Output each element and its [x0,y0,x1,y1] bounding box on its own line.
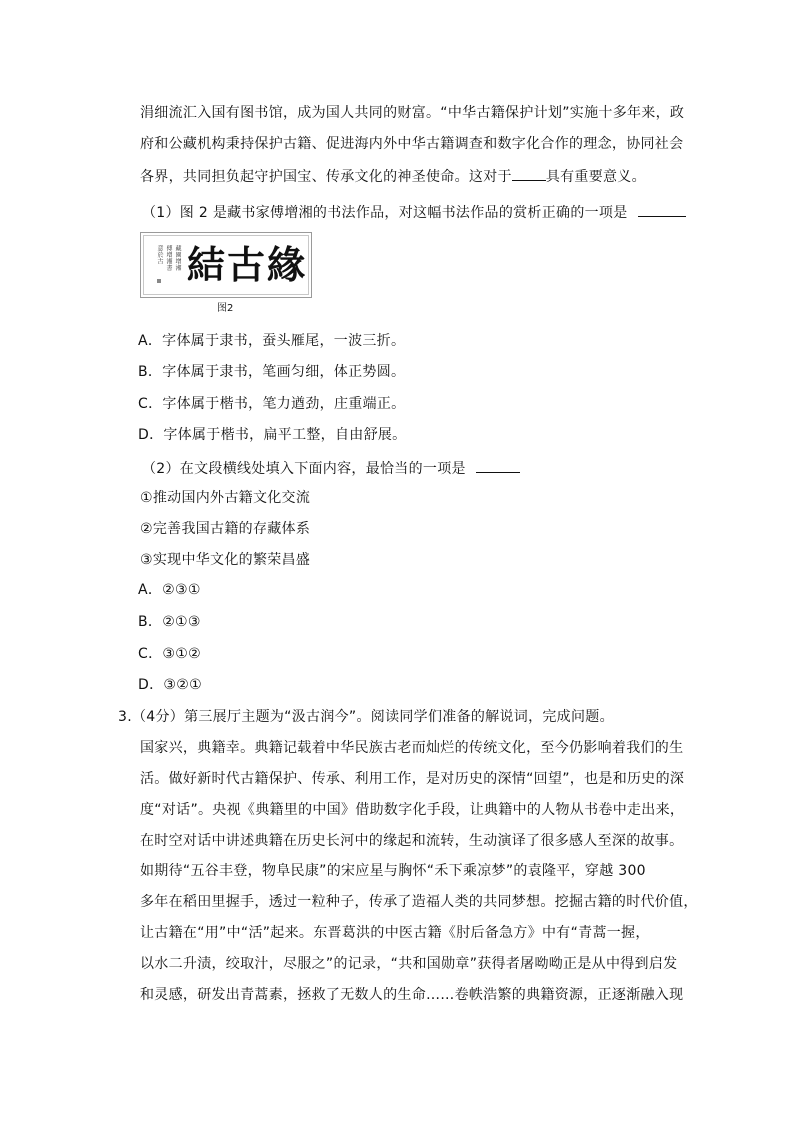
passage-line: 多年在稻田里握手，透过一粒种子，传承了造福人类的共同梦想。挖掘古籍的时代价值， [140,894,698,910]
passage-text: 各界，共同担负起守护国宝、传承文化的神圣使命。这对于 [140,169,512,185]
option-c: C．字体属于楷书，笔力遒劲，庄重端正。 [138,396,406,412]
option-b: B．字体属于隶书，笔画匀细，体正势圆。 [138,364,406,380]
passage-line: 活。做好新时代古籍保护、传承、利用工作，是对历史的深情“回望”，也是和历史的深 [140,771,685,787]
answer-blank [476,458,520,473]
question-stem: 3.（4分）第三展厅主题为“汲古润今”。阅读同学们准备的解说词，完成问题。 [118,709,614,725]
answer-blank [638,202,686,217]
option-c: C．③①② [138,646,201,662]
calligraphy-characters: 結古緣 [187,242,308,287]
question-text: （1）图 2 是藏书家傅增湘的书法作品，对这幅书法作品的赏析正确的一项是 [142,205,628,221]
option-a: A．字体属于隶书，蚕头雁尾，一波三折。 [138,333,406,349]
passage-line: 和灵感，研发出青蒿素，拯救了无数人的生命……卷帙浩繁的典籍资源，正逐渐融入现 [140,987,684,1003]
option-b: B．②①③ [138,614,201,630]
seal-stamp [157,279,161,283]
list-item: ②完善我国古籍的存藏体系 [140,521,311,537]
inscription-column: 意於古 [156,245,163,265]
figure-caption: 图2 [217,303,234,314]
passage-line: 以水二升渍，绞取汁，尽服之”的记录，“共和国勋章”获得者屠呦呦正是从中得到启发 [140,956,678,972]
passage-line: 国家兴，典籍幸。典籍记载着中华民族古老而灿烂的传统文化，至今仍影响着我们的生 [140,740,684,756]
fill-blank [512,166,546,181]
list-item: ③实现中华文化的繁荣昌盛 [140,552,311,568]
question-stem [142,202,686,222]
passage-line: 让古籍在“用”中“活”起来。东晋葛洪的中医古籍《肘后备急方》中有“青蒿一握， [140,925,650,941]
passage-line: 度“对话”。央视《典籍里的中国》借助数字化手段，让典籍中的人物从书卷中走出来， [140,802,685,818]
option-d: D．③②① [138,677,202,693]
passage-line: 府和公藏机构秉持保护古籍、促进海内外中华古籍调查和数字化合作的理念，协同社会 [140,136,684,152]
option-a: A．②③① [138,582,201,598]
passage-line: 如期待“五谷丰登，物阜民康”的宋应星与胸怀“禾下乘凉梦”的袁隆平，穿越 300 [140,863,646,879]
question-text: （2）在文段横线处填入下面内容，最恰当的一项是 [142,461,466,477]
question-stem [142,458,520,478]
inscription-column: 傅增湘書 [165,245,172,271]
list-item: ①推动国内外古籍文化交流 [140,490,311,506]
inscription-column: 藏園增湘 [174,245,181,271]
calligraphy-figure [140,232,312,298]
passage-line [140,166,646,186]
passage-text: 具有重要意义。 [545,169,646,185]
passage-line: 涓细流汇入国有图书馆，成为国人共同的财富。“中华古籍保护计划”实施十多年来，政 [140,105,685,121]
passage-line: 在时空对话中讲述典籍在历史长河中的缘起和流转，生动演译了很多感人至深的故事。 [140,833,684,849]
option-d: D．字体属于楷书，扁平工整，自由舒展。 [138,427,407,443]
